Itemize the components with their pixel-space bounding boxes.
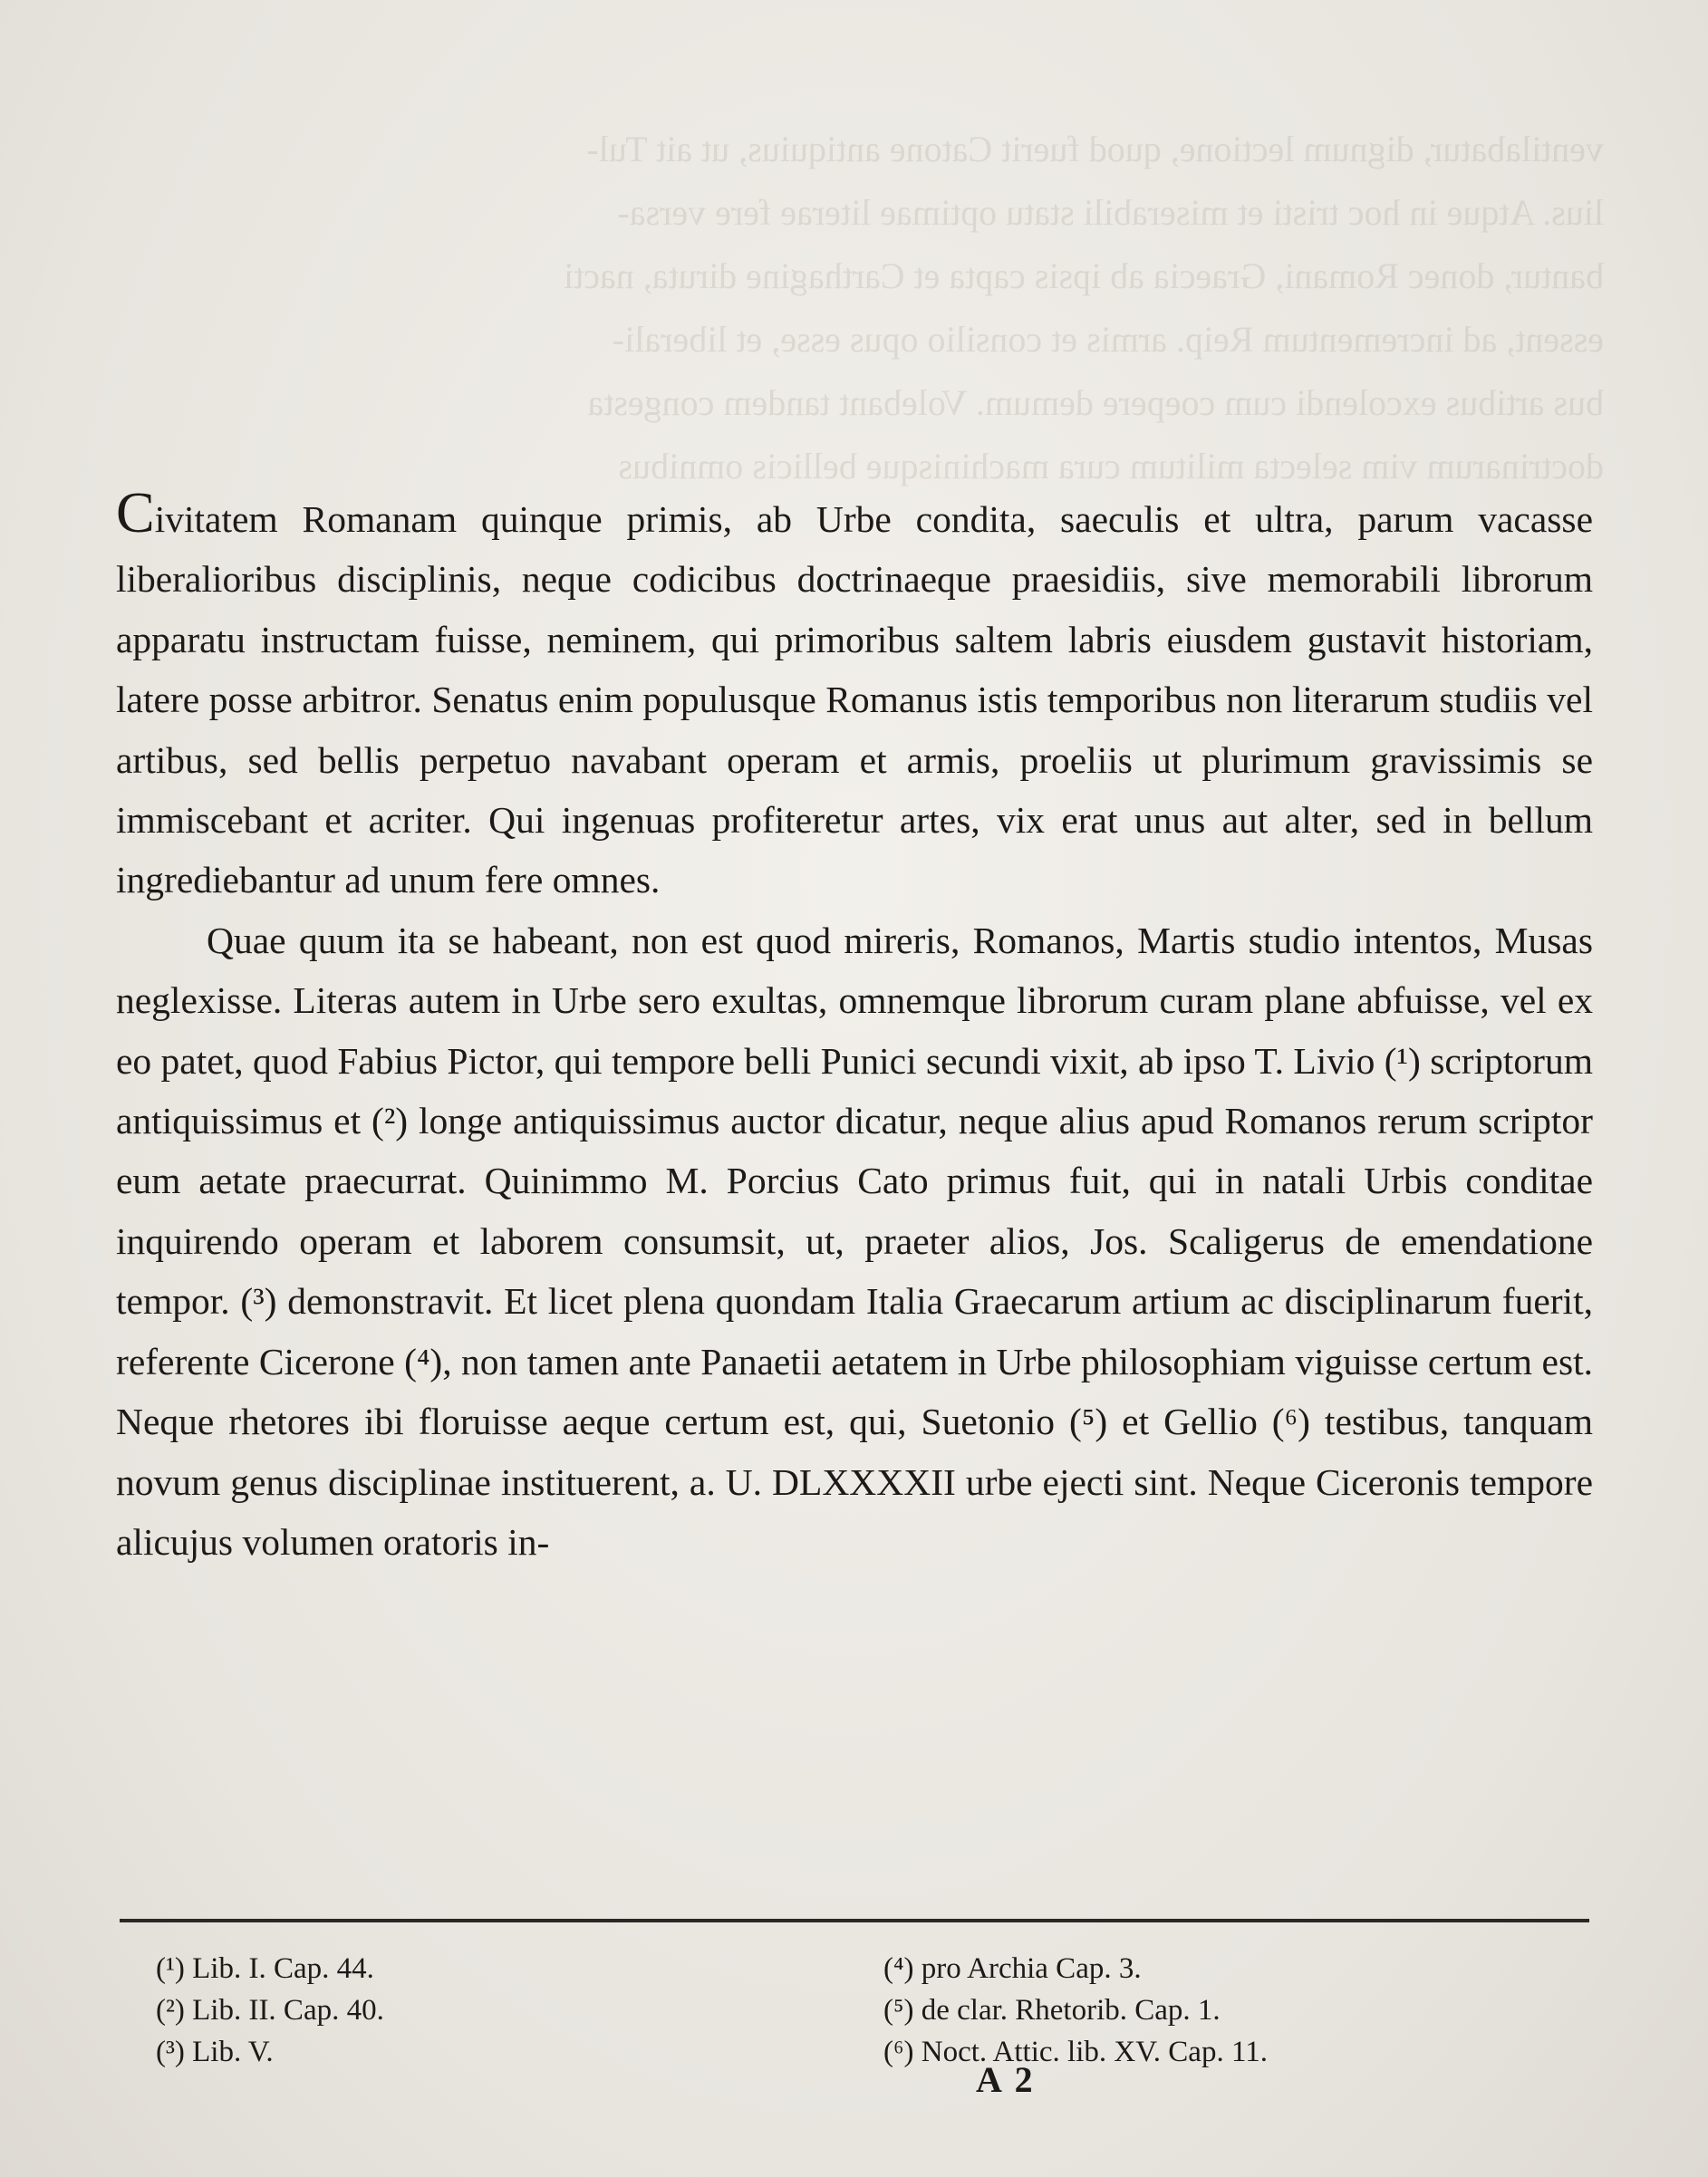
- paragraph-text: ivitatem Romanam quinque primis, ab Urbe condita, saeculis et ultra, parum vacasse liberalioribus disciplinis, neque codicibus doctrinaeque praesidiis, sive memorabili librorum apparatu instructam fuisse, neminem, qui primoribus saltem labris eiusdem gustavit historiam, latere posse arbitror. Senatus enim populusque Romanus istis temporibus non literarum studiis vel artibus, sed bellis perpetuo navabant operam et armis, proeliis ut plurimum gravissimis se immiscebant et acriter. Qui ingenuas profiteretur artes, vix erat unus aut alter, sed in bellum ingrediebantur ad unum fere omnes.: [116, 498, 1593, 901]
- footnote: [156, 2031, 384, 2073]
- footnote-divider: [120, 1919, 1589, 1922]
- footnote-text: Lib. I. Cap. 44.: [192, 1952, 374, 1985]
- footnotes-left-column: [156, 1948, 384, 2073]
- footnote-text: Lib. II. Cap. 40.: [192, 1994, 384, 2027]
- paragraph: [116, 480, 1593, 910]
- footnote-mark: (⁵): [883, 1994, 914, 2027]
- show-through-texture: ventilabatur, dignum lectione, quod fuerit Catone antiquius, ut ait Tul- lius. Atque in hoc tristi et miserabili statu optimae literae fere versa- bantur, donec Romani, Graecia ab ipsis capta et Carthagine diruta, nacti essent, ad incrementum Reip. armis et consilio opus esse, et liberali- bus artibus excolendi cum coepere demum. Volebant tandem congesta doctrinarum vim selecta militum cura machinisque bellicis omnibus: [564, 129, 1604, 486]
- footnote-text: Noct. Attic. lib. XV. Cap. 11.: [921, 2036, 1268, 2068]
- footnote-mark: (¹): [156, 1952, 185, 1985]
- footnote: [883, 1948, 1268, 1989]
- footnote-mark: (²): [156, 1994, 185, 2027]
- footnote-mark: (⁴): [883, 1952, 914, 1985]
- footnote-text: pro Archia Cap. 3.: [921, 1952, 1142, 1985]
- footnote: [883, 2031, 1268, 2073]
- footnotes-right-column: [883, 1948, 1268, 2073]
- drop-capital: C: [116, 480, 155, 544]
- footnote: [883, 1989, 1268, 2031]
- footnote: [156, 1989, 384, 2031]
- footnote-text: Lib. V.: [192, 2036, 274, 2068]
- signature-mark: A 2: [976, 2059, 1036, 2100]
- footnote-text: de clar. Rhetorib. Cap. 1.: [921, 1994, 1221, 2027]
- body-text: [116, 480, 1593, 1572]
- footnote-mark: (⁶): [883, 2036, 914, 2068]
- paragraph: Quae quum ita se habeant, non est quod mireris, Romanos, Martis studio intentos, Musas neglexisse. Literas autem in Urbe sero exultas, omnemque librorum curam plane abfuisse, vel ex eo patet, quod Fabius Pictor, qui tempore belli Punici secundi vixit, ab ipso T. Livio (¹) scriptorum antiquissimus et (²) longe antiquissimus auctor dicatur, neque alius apud Romanos rerum scriptor eum aetate praecurrat. Quinimmo M. Porcius Cato primus fuit, qui in natali Urbis conditae inquirendo operam et laborem consumsit, ut, praeter alios, Jos. Scaligerus de emendatione tempor. (³) demonstravit. Et licet plena quondam Italia Graecarum artium ac disciplinarum fuerit, referente Cicerone (⁴), non tamen ante Panaetii aetatem in Urbe philosophiam viguisse certum est. Neque rhetores ibi floruisse aeque certum est, qui, Suetonio (⁵) et Gellio (⁶) testibus, tanquam novum genus disciplinae instituerent, a. U. DLXXXXII urbe ejecti sint. Neque Ciceronis tempore alicujus volumen oratoris in-: [116, 919, 1593, 1563]
- footnote: [156, 1948, 384, 1989]
- footnote-mark: (³): [156, 2036, 185, 2068]
